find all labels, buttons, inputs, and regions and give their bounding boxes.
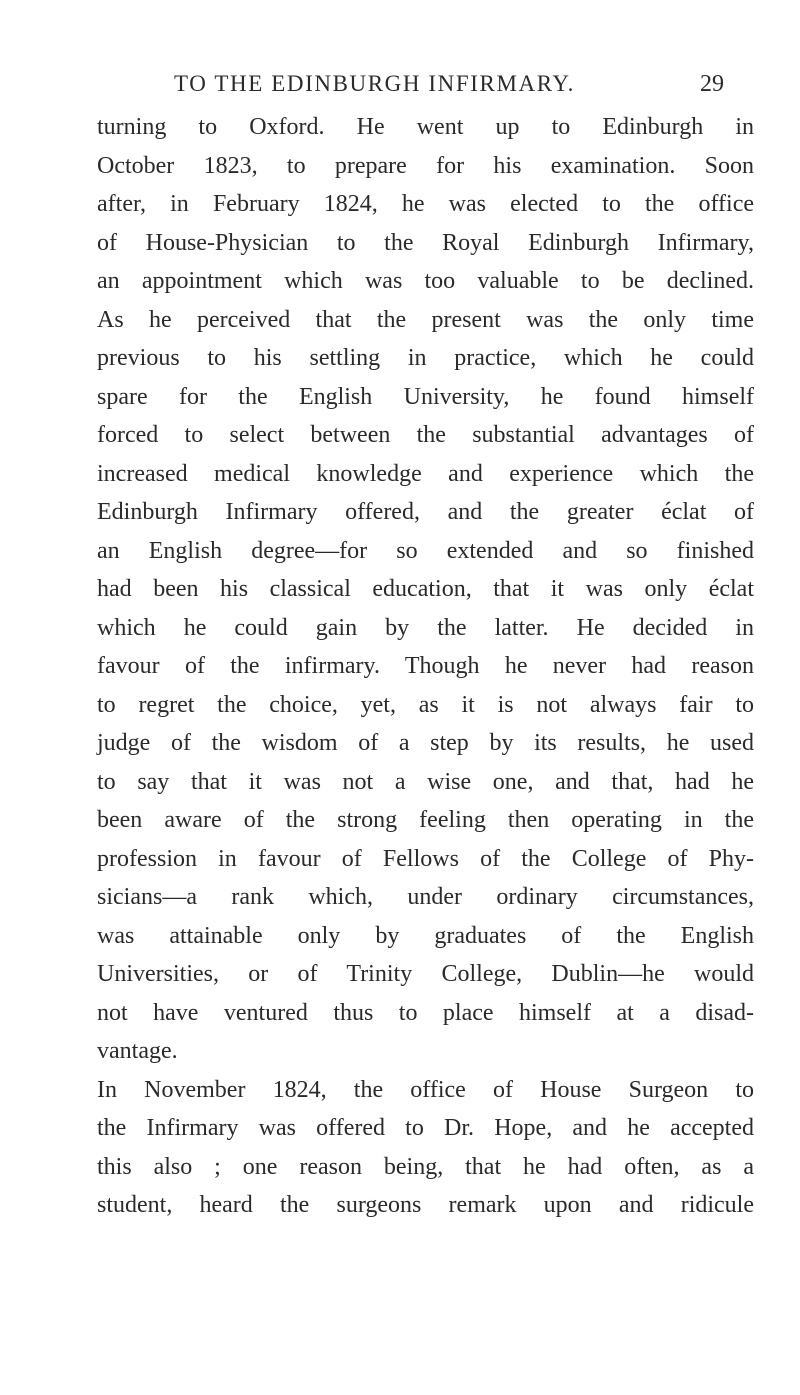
page-number: 29 [700,71,724,97]
text-line: had been his classical education, that it was only éclat [97,576,754,602]
text-line: Universities, or of Trinity College, Dublin—he would [97,961,754,987]
text-line: of House-Physician to the Royal Edinburgh Infirmary, [97,229,754,256]
text-line: In November 1824, the office of House Surgeon to [97,1076,754,1103]
text-line: October 1823, to prepare for his examination. Soon [97,152,754,179]
text-line: which he could gain by the latter. He decided in [97,614,754,641]
text-line: an English degree—for so extended and so finished [97,537,754,564]
text-line: to regret the choice, yet, as it is not always fair to [97,691,754,718]
text-line: vantage. [97,1038,178,1064]
text-line: forced to select between the substantial advantages of [97,422,754,448]
text-line: this also ; one reason being, that he had often, as a [97,1153,754,1180]
text-line: after, in February 1824, he was elected to the office [97,191,754,217]
text-line: student, heard the surgeons remark upon and ridicule [97,1192,754,1218]
text-line: judge of the wisdom of a step by its results, he used [97,730,754,756]
text-line: Edinburgh Infirmary offered, and the greater éclat of [97,499,754,525]
text-line: been aware of the strong feeling then operating in the [97,807,754,833]
text-line: turning to Oxford. He went up to Edinburgh in [97,114,754,140]
running-head: TO THE EDINBURGH INFIRMARY. [174,71,576,96]
text-line: was attainable only by graduates of the English [97,922,754,949]
text-line: sicians—a rank which, under ordinary circumstances, [97,884,754,910]
text-line: favour of the infirmary. Though he never had reason [97,653,754,679]
text-line: As he perceived that the present was the only time [97,306,754,333]
text-line: profession in favour of Fellows of the College of Phy- [97,845,754,872]
text-line: increased medical knowledge and experience which the [97,460,754,487]
text-line: spare for the English University, he found himself [97,383,754,410]
text-line: not have ventured thus to place himself at a disad- [97,999,754,1026]
body-text [97,108,754,1225]
text-line: to say that it was not a wise one, and that, had he [97,768,754,795]
page-header [0,66,800,102]
text-line: the Infirmary was offered to Dr. Hope, and he accepted [97,1115,754,1141]
text-line: previous to his settling in practice, which he could [97,345,754,371]
text-line: an appointment which was too valuable to be declined. [97,268,754,294]
